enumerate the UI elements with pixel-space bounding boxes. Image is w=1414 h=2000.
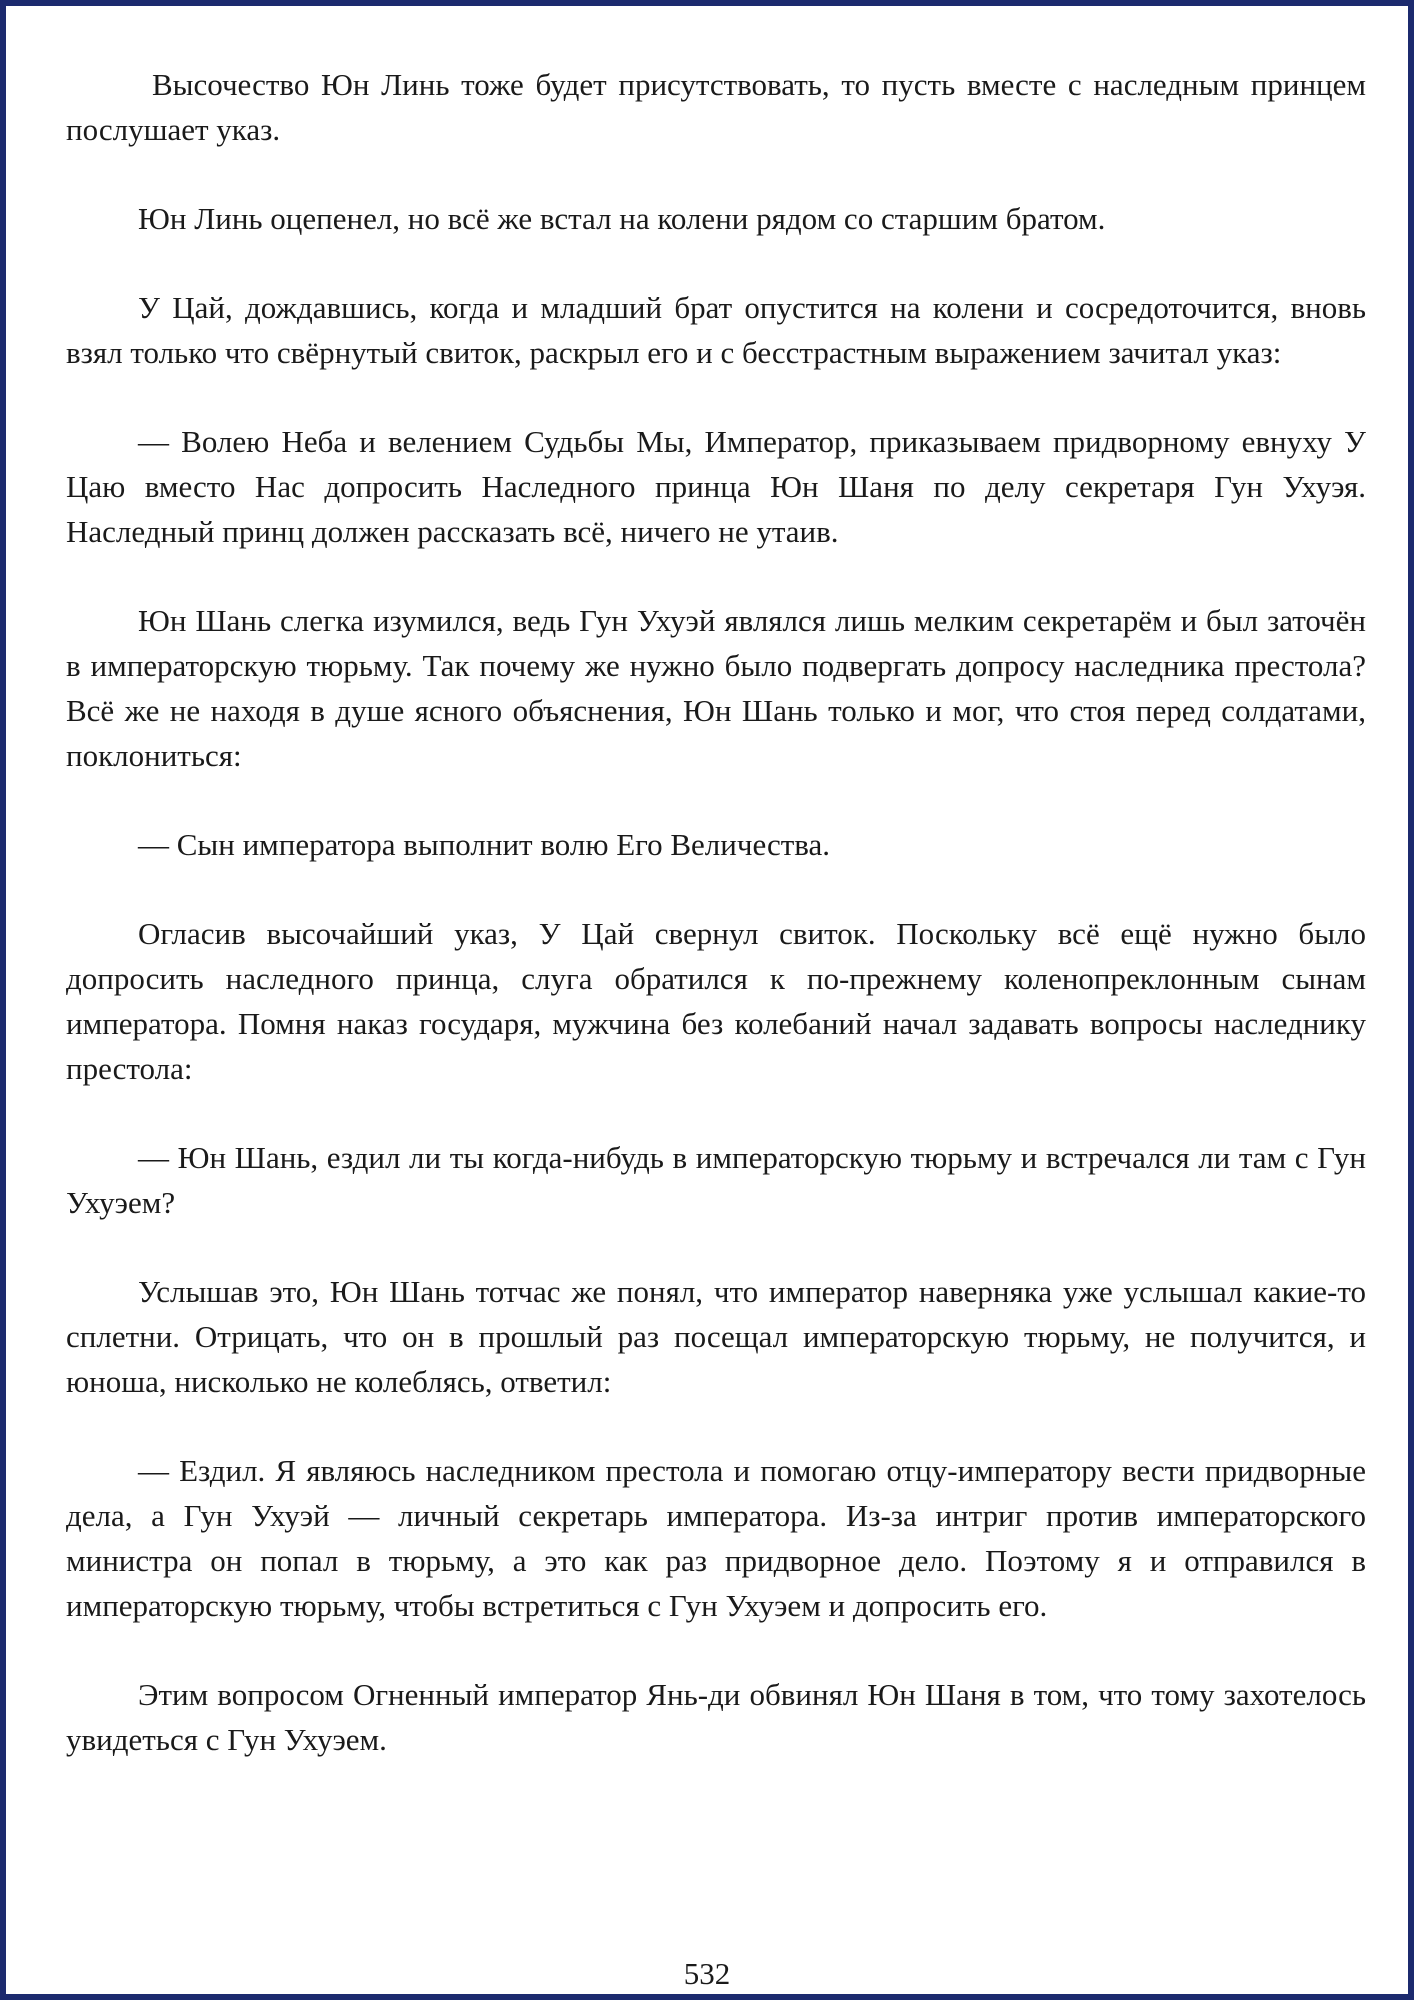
paragraph: У Цай, дождавшись, когда и младший брат опустится на колени и сосредоточится, вновь взял только что свёрнутый свиток, раскрыл его и с бесстрастным выражением зачитал указ: <box>66 290 1366 370</box>
paragraph: Огласив высочайший указ, У Цай свернул свиток. Поскольку всё ещё нужно было допросить наследного принца, слуга обратился к по-прежнему коленопреклонным сынам императора. Помня наказ государя, мужчина без колебаний начал задавать вопросы наследнику престола: <box>66 916 1366 1086</box>
page-body <box>66 62 1366 1806</box>
paragraph: Этим вопросом Огненный император Янь-ди обвинял Юн Шаня в том, что тому захотелось увидеться с Гун Ухуэем. <box>66 1677 1366 1757</box>
paragraph: Услышав это, Юн Шань тотчас же понял, что император наверняка уже услышал какие-то сплетни. Отрицать, что он в прошлый раз посещал императорскую тюрьму, не получится, и юноша, нисколько не колеблясь, ответил: <box>66 1274 1366 1399</box>
page-number: 532 <box>683 1956 731 1991</box>
paragraph: Юн Шань слегка изумился, ведь Гун Ухуэй являлся лишь мелким секретарём и был заточён в императорскую тюрьму. Так почему же нужно было подвергать допросу наследника престола? Всё же не находя в душе ясного объяснения, Юн Шань только и мог, что стоя перед солдатами, поклониться: <box>66 603 1366 773</box>
paragraph: — Юн Шань, ездил ли ты когда-нибудь в императорскую тюрьму и встречался ли там с Гун Ухуэем? <box>66 1140 1366 1220</box>
paragraph: Высочество Юн Линь тоже будет присутствовать, то пусть вместе с наследным принцем послушает указ. <box>66 67 1366 147</box>
paragraph: Юн Линь оцепенел, но всё же встал на колени рядом со старшим братом. <box>138 201 1106 236</box>
paragraph: — Волею Неба и велением Судьбы Мы, Император, приказываем придворному евнуху У Цаю вместо Нас допросить Наследного принца Юн Шаня по делу секретаря Гун Ухуэя. Наследный принц должен рассказать всё, ничего не утаив. <box>66 424 1366 549</box>
paragraph: — Сын императора выполнит волю Его Величества. <box>138 827 831 862</box>
paragraph: — Ездил. Я являюсь наследником престола и помогаю отцу-императору вести придворные дела, а Гун Ухуэй — личный секретарь императора. Из-за интриг против императорского министра он попал в тюрьму, а это как раз придворное дело. Поэтому я и отправился в императорскую тюрьму, чтобы встретиться с Гун Ухуэем и допросить его. <box>66 1453 1366 1623</box>
